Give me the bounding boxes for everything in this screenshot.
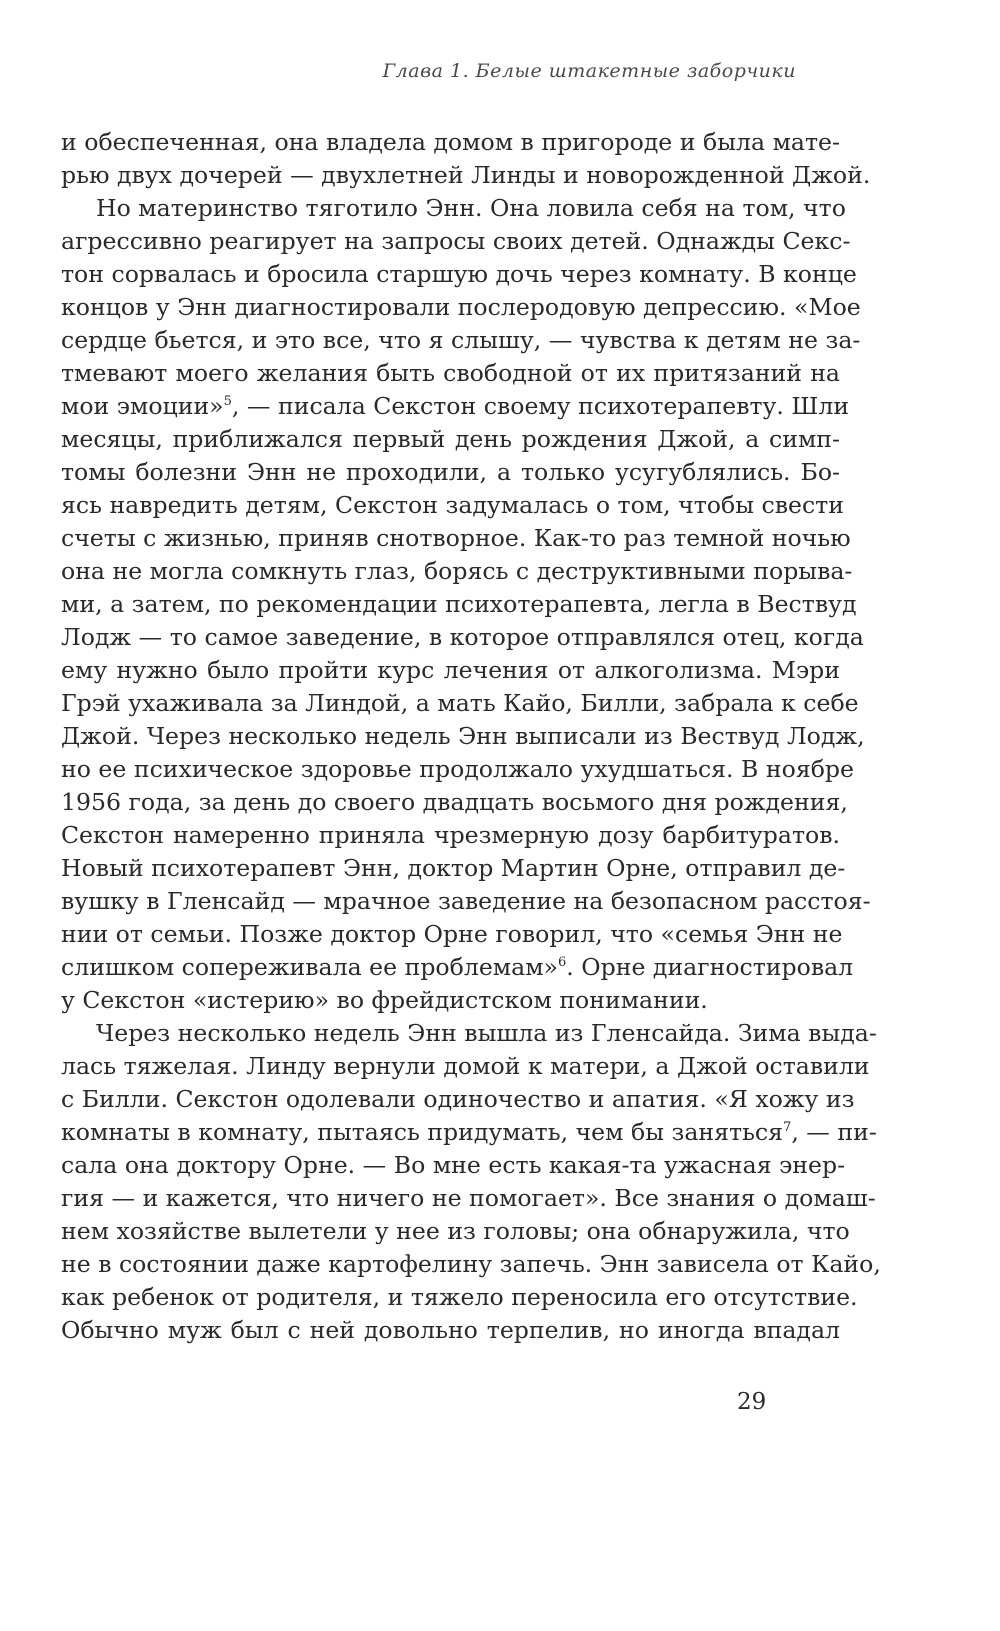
paragraph-first-line: Через несколько недель Энн вышла из Гленсайда. Зима выда- bbox=[96, 1019, 877, 1047]
text-line: у Секстон «истерию» во фрейдистском понимании. bbox=[61, 986, 708, 1014]
line-text: , — писала Секстон своему психотерапевту. Шли bbox=[231, 392, 850, 420]
text-line: и обеспеченная, она владела домом в пригороде и была мате- bbox=[61, 128, 840, 156]
text-line: рью двух дочерей — двухлетней Линды и новорожденной Джой. bbox=[61, 161, 871, 189]
text-line: вушку в Гленсайд — мрачное заведение на безопасном расстоя- bbox=[61, 887, 871, 915]
text-line: счеты с жизнью, приняв снотворное. Как-то раз темной ночью bbox=[61, 524, 851, 552]
footnote-marker[interactable]: 6 bbox=[558, 955, 567, 971]
text-line: Грэй ухаживала за Линдой, а мать Кайо, Билли, забрала к себе bbox=[61, 689, 859, 717]
text-line: с Билли. Секстон одолевали одиночество и апатия. «Я хожу из bbox=[61, 1085, 855, 1113]
text-line: не в состоянии даже картофелину запечь. Энн зависела от Кайо, bbox=[61, 1250, 881, 1278]
text-line: концов у Энн диагностировали послеродовую депрессию. «Мое bbox=[61, 293, 861, 321]
text-line: но ее психическое здоровье продолжало ухудшаться. В ноябре bbox=[61, 755, 854, 783]
text-line bbox=[61, 951, 854, 984]
footnote-marker[interactable]: 5 bbox=[223, 394, 232, 410]
text-line: как ребенок от родителя, и тяжело переносила его отсутствие. bbox=[61, 1283, 858, 1311]
text-line: Обычно муж был с ней довольно терпелив, но иногда впадал bbox=[61, 1316, 840, 1344]
page-number: 29 bbox=[737, 1389, 767, 1415]
text-line: она не могла сомкнуть глаз, борясь с деструктивными порыва- bbox=[61, 557, 853, 585]
text-line bbox=[61, 1116, 877, 1149]
running-head: Глава 1. Белые штакетные заборчики bbox=[382, 60, 796, 82]
text-line: Джой. Через несколько недель Энн выписали из Вествуд Лодж, bbox=[61, 722, 865, 750]
text-line: ясь навредить детям, Секстон задумалась о том, чтобы свести bbox=[61, 491, 844, 519]
text-line bbox=[61, 390, 850, 423]
line-text: слишком сопереживала ее проблемам» bbox=[61, 953, 558, 981]
text-line: 1956 года, за день до своего двадцать восьмого дня рождения, bbox=[61, 788, 848, 816]
text-line: нии от семьи. Позже доктор Орне говорил, что «семья Энн не bbox=[61, 920, 843, 948]
text-line: ему нужно было пройти курс лечения от алкоголизма. Мэри bbox=[61, 656, 840, 684]
text-line: тон сорвалась и бросила старшую дочь через комнату. В конце bbox=[61, 260, 857, 288]
text-line: гия — и кажется, что ничего не помогает». Все знания о домаш- bbox=[61, 1184, 876, 1212]
line-text: комнаты в комнату, пытаясь придумать, чем бы заняться bbox=[61, 1118, 784, 1146]
text-line: тмевают моего желания быть свободной от их притязаний на bbox=[61, 359, 840, 387]
line-text: мои эмоции» bbox=[61, 392, 224, 420]
text-line: ми, а затем, по рекомендации психотерапевта, легла в Вествуд bbox=[61, 590, 857, 618]
text-line: Новый психотерапевт Энн, доктор Мартин Орне, отправил де- bbox=[61, 854, 846, 882]
text-line: нем хозяйстве вылетели у нее из головы; она обнаружила, что bbox=[61, 1217, 850, 1245]
text-line: сала она доктору Орне. — Во мне есть какая-та ужасная энер- bbox=[61, 1151, 846, 1179]
text-line: лась тяжелая. Линду вернули домой к матери, а Джой оставили bbox=[61, 1052, 870, 1080]
text-line: Лодж — то самое заведение, в которое отправлялся отец, когда bbox=[61, 623, 864, 651]
paragraph-first-line: Но материнство тяготило Энн. Она ловила себя на том, что bbox=[96, 194, 846, 222]
text-line: месяцы, приближался первый день рождения Джой, а симп- bbox=[61, 425, 840, 453]
text-line: томы болезни Энн не проходили, а только усугублялись. Бо- bbox=[61, 458, 840, 486]
text-line: сердце бьется, и это все, что я слышу, — чувства к детям не за- bbox=[61, 326, 861, 354]
body-text bbox=[61, 126, 881, 1347]
line-text: , — пи- bbox=[791, 1118, 877, 1146]
text-line: Секстон намеренно приняла чрезмерную дозу барбитуратов. bbox=[61, 821, 840, 849]
footnote-marker[interactable]: 7 bbox=[783, 1120, 792, 1136]
line-text: . Орне диагностировал bbox=[566, 953, 854, 981]
text-line: агрессивно реагирует на запросы своих детей. Однажды Секс- bbox=[61, 227, 851, 255]
